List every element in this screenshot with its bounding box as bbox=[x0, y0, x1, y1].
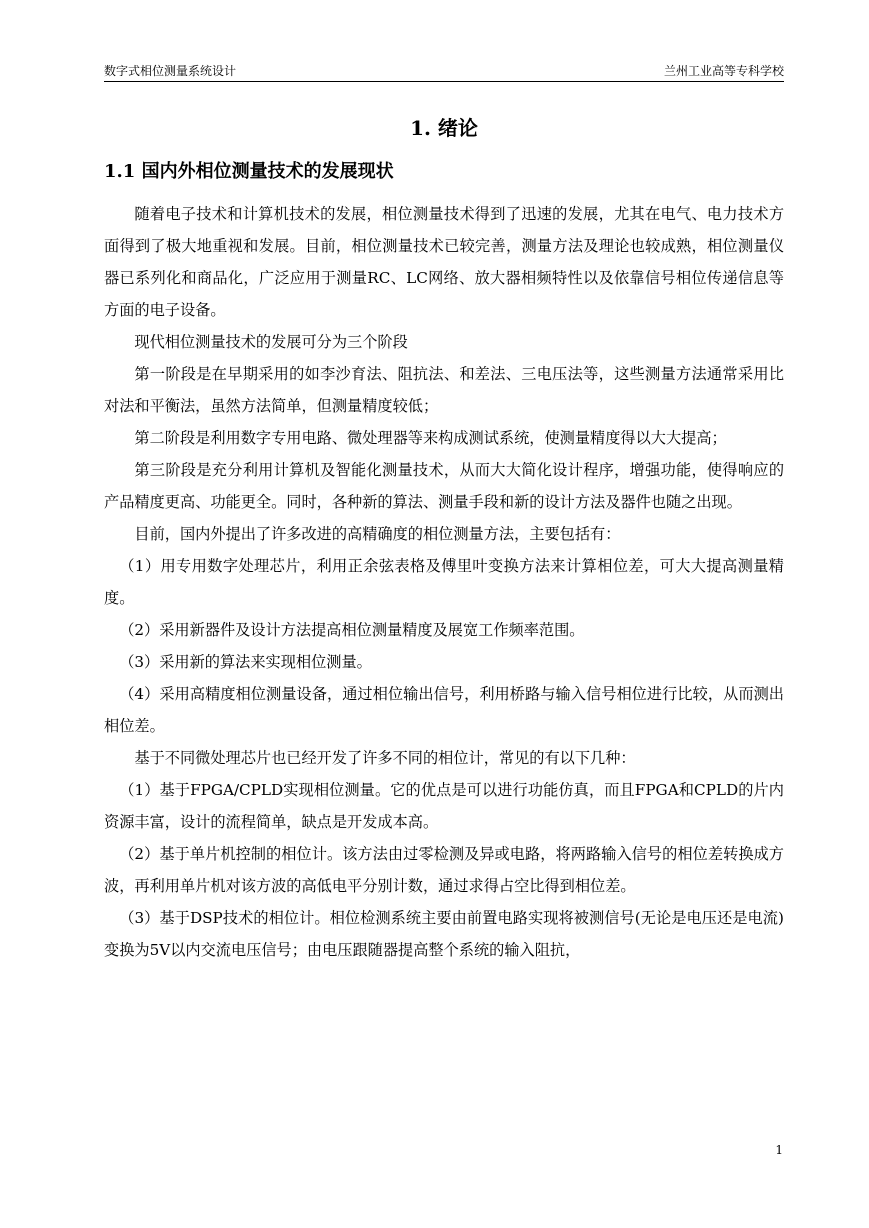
paragraph: 基于不同微处理芯片也已经开发了许多不同的相位计，常见的有以下几种： bbox=[134, 749, 636, 767]
paragraph: 现代相位测量技术的发展可分为三个阶段 bbox=[134, 333, 408, 351]
paragraph: 随着电子技术和计算机技术的发展，相位测量技术得到了迅速的发展，尤其在电气、电力技术方面得到了极大地重视和发展。目前，相位测量技术已较完善，测量方法及理论也较成熟，相位测量仪器已系列化和商品化，广泛应用于测量RC、LC网络、放大器相频特性以及依靠信号相位传递信息等方面的电子设备。 bbox=[104, 205, 784, 319]
list-item: （4）采用高精度相位测量设备，通过相位输出信号，利用桥路与输入信号相位进行比较，从而测出相位差。 bbox=[104, 685, 784, 735]
running-header bbox=[104, 62, 784, 80]
chapter-title: 1. 绪论 bbox=[410, 116, 478, 140]
list-item: （3）基于DSP技术的相位计。相位检测系统主要由前置电路实现将被测信号(无论是电压还是电流) 变换为5V以内交流电压信号；由电压跟随器提高整个系统的输入阻抗， bbox=[104, 909, 784, 959]
header-title: 数字式相位测量系统设计 bbox=[104, 64, 237, 78]
paragraph: 目前，国内外提出了许多改进的高精确度的相位测量方法，主要包括有： bbox=[134, 525, 621, 543]
list-item: （2）采用新器件及设计方法提高相位测量精度及展宽工作频率范围。 bbox=[119, 621, 585, 639]
list-item: （2）基于单片机控制的相位计。该方法由过零检测及异或电路，将两路输入信号的相位差转换成方波，再利用单片机对该方波的高低电平分别计数，通过求得占空比得到相位差。 bbox=[104, 845, 784, 895]
paragraph: 第二阶段是利用数字专用电路、微处理器等来构成测试系统，使测量精度得以大大提高； bbox=[134, 429, 727, 447]
section-title: 1.1 国内外相位测量技术的发展现状 bbox=[104, 161, 394, 182]
header-divider bbox=[104, 81, 784, 82]
body-text bbox=[104, 198, 784, 966]
list-item: （3）采用新的算法来实现相位测量。 bbox=[119, 653, 372, 671]
list-item: （1）基于FPGA/CPLD实现相位测量。它的优点是可以进行功能仿真，而且FPGA和CPLD的片内资源丰富，设计的流程简单，缺点是开发成本高。 bbox=[104, 781, 784, 831]
header-institution: 兰州工业高等专科学校 bbox=[663, 64, 784, 78]
page-number: 1 bbox=[775, 1143, 783, 1157]
paragraph: 第三阶段是充分利用计算机及智能化测量技术，从而大大简化设计程序，增强功能，使得响应的产品精度更高、功能更全。同时，各种新的算法、测量手段和新的设计方法及器件也随之出现。 bbox=[104, 461, 784, 511]
list-item: （1）用专用数字处理芯片，利用正余弦表格及傅里叶变换方法来计算相位差，可大大提高测量精度。 bbox=[104, 557, 784, 607]
paragraph: 第一阶段是在早期采用的如李沙育法、阻抗法、和差法、三电压法等，这些测量方法通常采用比对法和平衡法，虽然方法简单，但测量精度较低； bbox=[104, 365, 784, 415]
